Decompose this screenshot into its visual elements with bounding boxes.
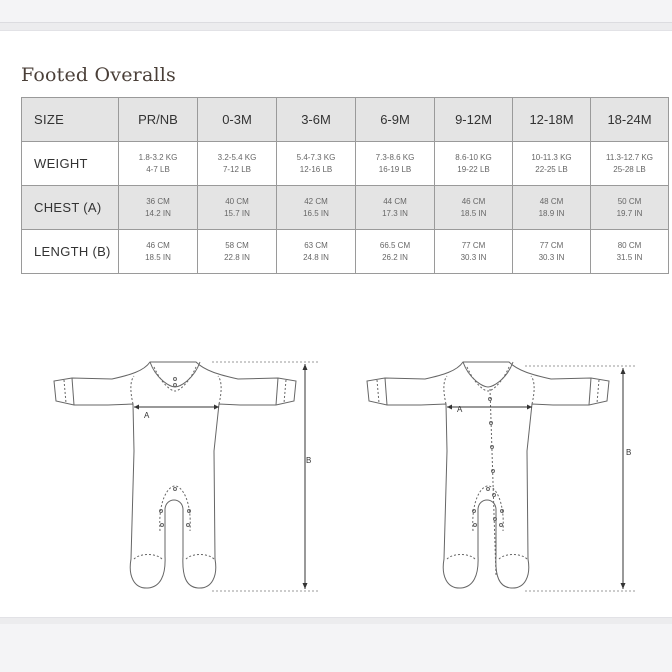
header-cell: 9-12M bbox=[435, 98, 513, 142]
garment-zip-illustration bbox=[367, 362, 635, 591]
table-cell: 11.3-12.7 KG 25-28 LB bbox=[591, 142, 669, 186]
table-cell: 77 CM 30.3 IN bbox=[435, 230, 513, 274]
size-table bbox=[21, 97, 669, 274]
table-cell: 10-11.3 KG 22-25 LB bbox=[513, 142, 591, 186]
table-cell: 66.5 CM 26.2 IN bbox=[356, 230, 435, 274]
row-label: LENGTH (B) bbox=[22, 230, 119, 274]
header-cell: 12-18M bbox=[513, 98, 591, 142]
table-cell: 44 CM 17.3 IN bbox=[356, 186, 435, 230]
table-cell: 46 CM 18.5 IN bbox=[119, 230, 198, 274]
label-a: A bbox=[457, 405, 463, 414]
garment-diagrams bbox=[0, 331, 672, 611]
bottom-bar bbox=[0, 624, 672, 672]
table-cell: 36 CM 14.2 IN bbox=[119, 186, 198, 230]
header-size: SIZE bbox=[22, 98, 119, 142]
table-cell: 80 CM 31.5 IN bbox=[591, 230, 669, 274]
table-cell: 48 CM 18.9 IN bbox=[513, 186, 591, 230]
header-cell: 18-24M bbox=[591, 98, 669, 142]
table-cell: 1.8-3.2 KG 4-7 LB bbox=[119, 142, 198, 186]
table-cell: 8.6-10 KG 19-22 LB bbox=[435, 142, 513, 186]
table-row-weight bbox=[22, 142, 669, 186]
table-cell: 5.4-7.3 KG 12-16 LB bbox=[277, 142, 356, 186]
header-cell: 6-9M bbox=[356, 98, 435, 142]
label-b: B bbox=[626, 448, 632, 457]
table-row-chest bbox=[22, 186, 669, 230]
header-cell: PR/NB bbox=[119, 98, 198, 142]
table-cell: 7.3-8.6 KG 16-19 LB bbox=[356, 142, 435, 186]
table-cell: 3.2-5.4 KG 7-12 LB bbox=[198, 142, 277, 186]
header-cell: 0-3M bbox=[198, 98, 277, 142]
label-b: B bbox=[306, 456, 312, 465]
label-a: A bbox=[144, 411, 150, 420]
garment-front-illustration bbox=[54, 362, 318, 591]
table-cell: 50 CM 19.7 IN bbox=[591, 186, 669, 230]
table-cell: 46 CM 18.5 IN bbox=[435, 186, 513, 230]
table-row-length bbox=[22, 230, 669, 274]
top-bar bbox=[0, 0, 672, 23]
table-cell: 63 CM 24.8 IN bbox=[277, 230, 356, 274]
header-cell: 3-6M bbox=[277, 98, 356, 142]
size-chart-card bbox=[0, 30, 672, 618]
row-label: WEIGHT bbox=[22, 142, 119, 186]
table-cell: 40 CM 15.7 IN bbox=[198, 186, 277, 230]
row-label: CHEST (A) bbox=[22, 186, 119, 230]
table-cell: 42 CM 16.5 IN bbox=[277, 186, 356, 230]
page-title: Footed Overalls bbox=[21, 64, 176, 86]
table-header-row bbox=[22, 98, 669, 142]
table-cell: 58 CM 22.8 IN bbox=[198, 230, 277, 274]
table-cell: 77 CM 30.3 IN bbox=[513, 230, 591, 274]
